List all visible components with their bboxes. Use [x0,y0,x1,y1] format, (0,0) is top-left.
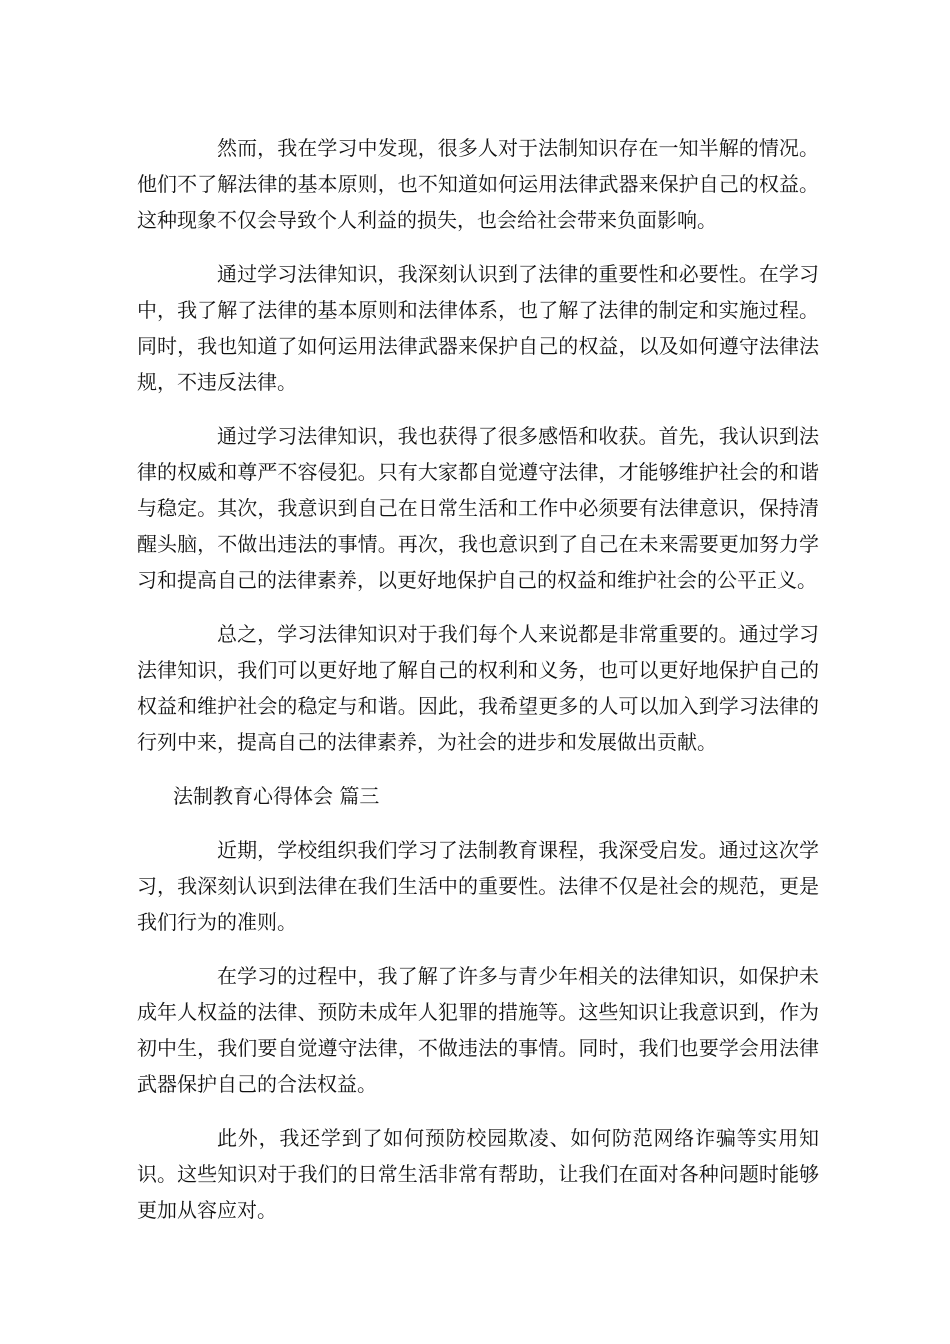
paragraph: 在学习的过程中，我了解了许多与青少年相关的法律知识，如保护未成年人权益的法律、预防未成年人犯罪的措施等。这些知识让我意识到，作为初中生，我们要自觉遵守法律，不做违法的事情。同时，我们也要学会用法律武器保护自己的合法权益。 [137,964,819,1096]
section-heading: 法制教育心得体会 篇三 [173,784,380,808]
paragraph: 总之，学习法律知识对于我们每个人来说都是非常重要的。通过学习法律知识，我们可以更好地了解自己的权利和义务，也可以更好地保护自己的权益和维护社会的稳定与和谐。因此，我希望更多的人可以加入到学习法律的行列中来，提高自己的法律素养，为社会的进步和发展做出贡献。 [137,622,819,754]
document-body [137,130,819,1246]
paragraph: 近期，学校组织我们学习了法制教育课程，我深受启发。通过这次学习，我深刻认识到法律在我们生活中的重要性。法律不仅是社会的规范，更是我们行为的准则。 [137,838,819,934]
paragraph: 通过学习法律知识，我深刻认识到了法律的重要性和必要性。在学习中，我了解了法律的基本原则和法律体系，也了解了法律的制定和实施过程。同时，我也知道了如何运用法律武器来保护自己的权益，以及如何遵守法律法规，不违反法律。 [137,262,819,394]
paragraph: 然而，我在学习中发现，很多人对于法制知识存在一知半解的情况。他们不了解法律的基本原则，也不知道如何运用法律武器来保护自己的权益。这种现象不仅会导致个人利益的损失，也会给社会带来负面影响。 [137,136,819,232]
paragraph: 通过学习法律知识，我也获得了很多感悟和收获。首先，我认识到法律的权威和尊严不容侵犯。只有大家都自觉遵守法律，才能够维护社会的和谐与稳定。其次，我意识到自己在日常生活和工作中必须要有法律意识，保持清醒头脑，不做出违法的事情。再次，我也意识到了自己在未来需要更加努力学习和提高自己的法律素养，以更好地保护自己的权益和维护社会的公平正义。 [137,424,819,592]
paragraph: 此外，我还学到了如何预防校园欺凌、如何防范网络诈骗等实用知识。这些知识对于我们的日常生活非常有帮助，让我们在面对各种问题时能够更加从容应对。 [137,1126,819,1222]
